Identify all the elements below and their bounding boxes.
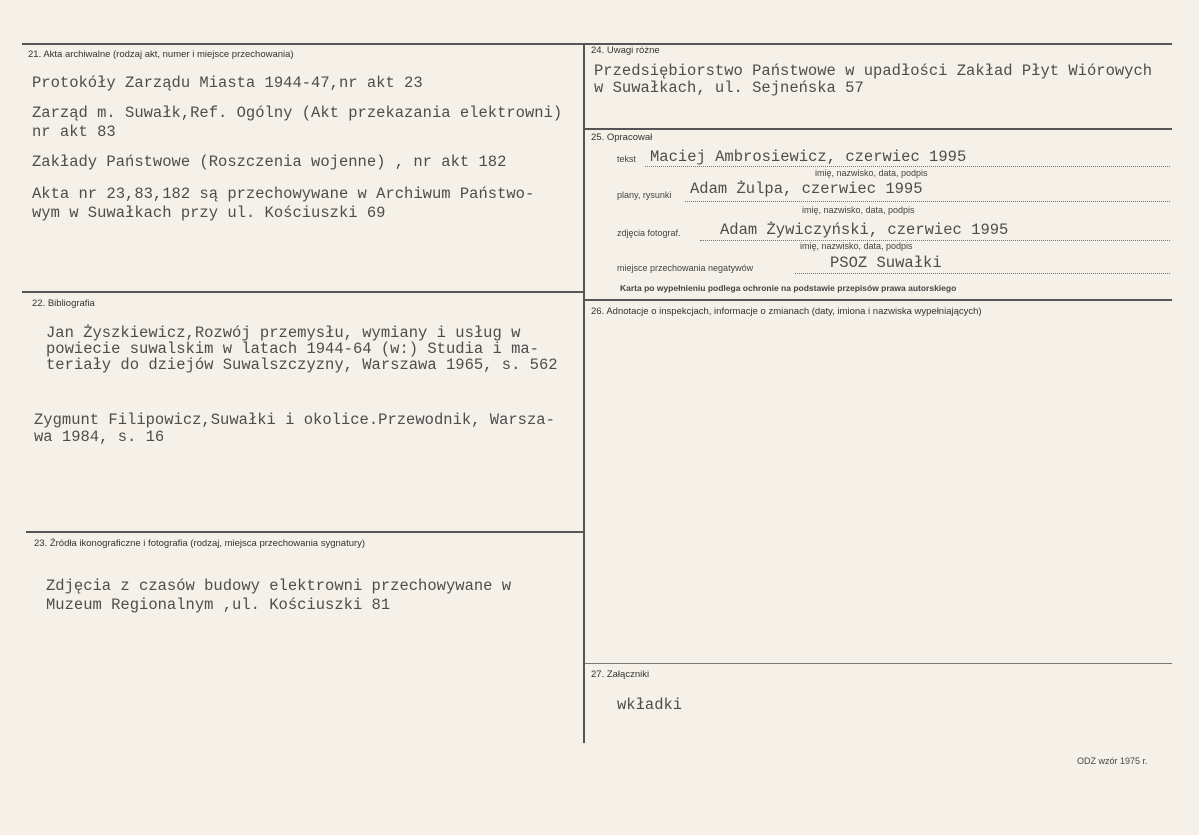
section-25-header: 25. Opracował [591,132,653,143]
s24-line-1: Przedsiębiorstwo Państwowe w upadłości Zakład Płyt Wiórowych [594,62,1153,80]
s25-row-1-hint: imię, nazwisko, data, podpis [815,168,928,178]
form-footer: ODZ wzór 1975 r. [1077,756,1148,766]
s25-negatives-value: PSOZ Suwałki [830,254,942,272]
s22-line-5: wa 1984, s. 16 [34,428,165,446]
s25-row-2-value: Adam Żulpa, czerwiec 1995 [690,180,923,198]
section-26-header: 26. Adnotacje o inspekcjach, informacje o zmianach (daty, imiona i nazwiska wypełniających) [591,306,982,317]
s25-row-2-hint: imię, nazwisko, data, podpis [802,205,915,215]
s25-row-3-hint: imię, nazwisko, data, podpis [800,241,913,251]
section-24-header: 24. Uwagi różne [591,45,660,56]
s25-row-3-line [700,240,1170,241]
s27-rule [585,663,1172,664]
s25-note: Karta po wypełnieniu podlega ochronie na podstawie przepisów prawa autorskiego [620,283,957,293]
s22-line-2: powiecie suwalskim w latach 1944-64 (w:) Studia i ma- [46,340,539,358]
s23-rule [26,531,583,533]
s26-rule [585,299,1172,301]
s25-rule [585,128,1172,130]
column-divider [583,43,585,743]
section-27-header: 27. Załączniki [591,669,650,680]
s22-rule [22,291,583,293]
s27-value: wkładki [617,696,683,714]
s24-line-2: w Suwałkach, ul. Sejneńska 57 [594,79,864,97]
s25-row-1-label: tekst [617,154,637,164]
s21-line-2: Zarząd m. Suwałk,Ref. Ogólny (Akt przekazania elektrowni) [32,104,563,122]
s22-line-1: Jan Żyszkiewicz,Rozwój przemysłu, wymiany i usług w [46,324,521,342]
s22-line-3: teriały do dziejów Suwalszczyzny, Warszawa 1965, s. 562 [46,356,558,374]
s22-line-4: Zygmunt Filipowicz,Suwałki i okolice.Przewodnik, Warsza- [34,411,555,429]
s25-row-1-value: Maciej Ambrosiewicz, czerwiec 1995 [650,148,967,166]
s21-line-5: Akta nr 23,83,182 są przechowywane w Archiwum Państwo- [32,185,535,203]
s25-negatives-line [795,273,1170,274]
section-23-header: 23. Źródła ikonograficzne i fotografia (rodzaj, miejsca przechowania sygnatury) [34,538,366,549]
s21-line-4: Zakłady Państwowe (Roszczenia wojenne) , nr akt 182 [32,153,507,171]
s25-negatives-label: miejsce przechowania negatywów [617,263,754,273]
s23-line-1: Zdjęcia z czasów budowy elektrowni przechowywane w [46,577,512,595]
s25-row-2-label: plany, rysunki [617,190,672,200]
s25-row-3-label: zdjęcia fotograf. [617,228,681,238]
s21-line-1: Protokóły Zarządu Miasta 1944-47,nr akt 23 [32,74,423,92]
s25-row-3-value: Adam Żywiczyński, czerwiec 1995 [720,221,1009,239]
s21-line-3: nr akt 83 [32,123,116,141]
section-22-header: 22. Bibliografia [32,298,95,309]
s25-row-2-line [685,201,1170,202]
s21-line-6: wym w Suwałkach przy ul. Kościuszki 69 [32,204,386,222]
s23-line-2: Muzeum Regionalnym ,ul. Kościuszki 81 [46,596,391,614]
section-21-header: 21. Akta archiwalne (rodzaj akt, numer i miejsce przechowania) [28,49,294,60]
s25-row-1-line [645,166,1170,167]
